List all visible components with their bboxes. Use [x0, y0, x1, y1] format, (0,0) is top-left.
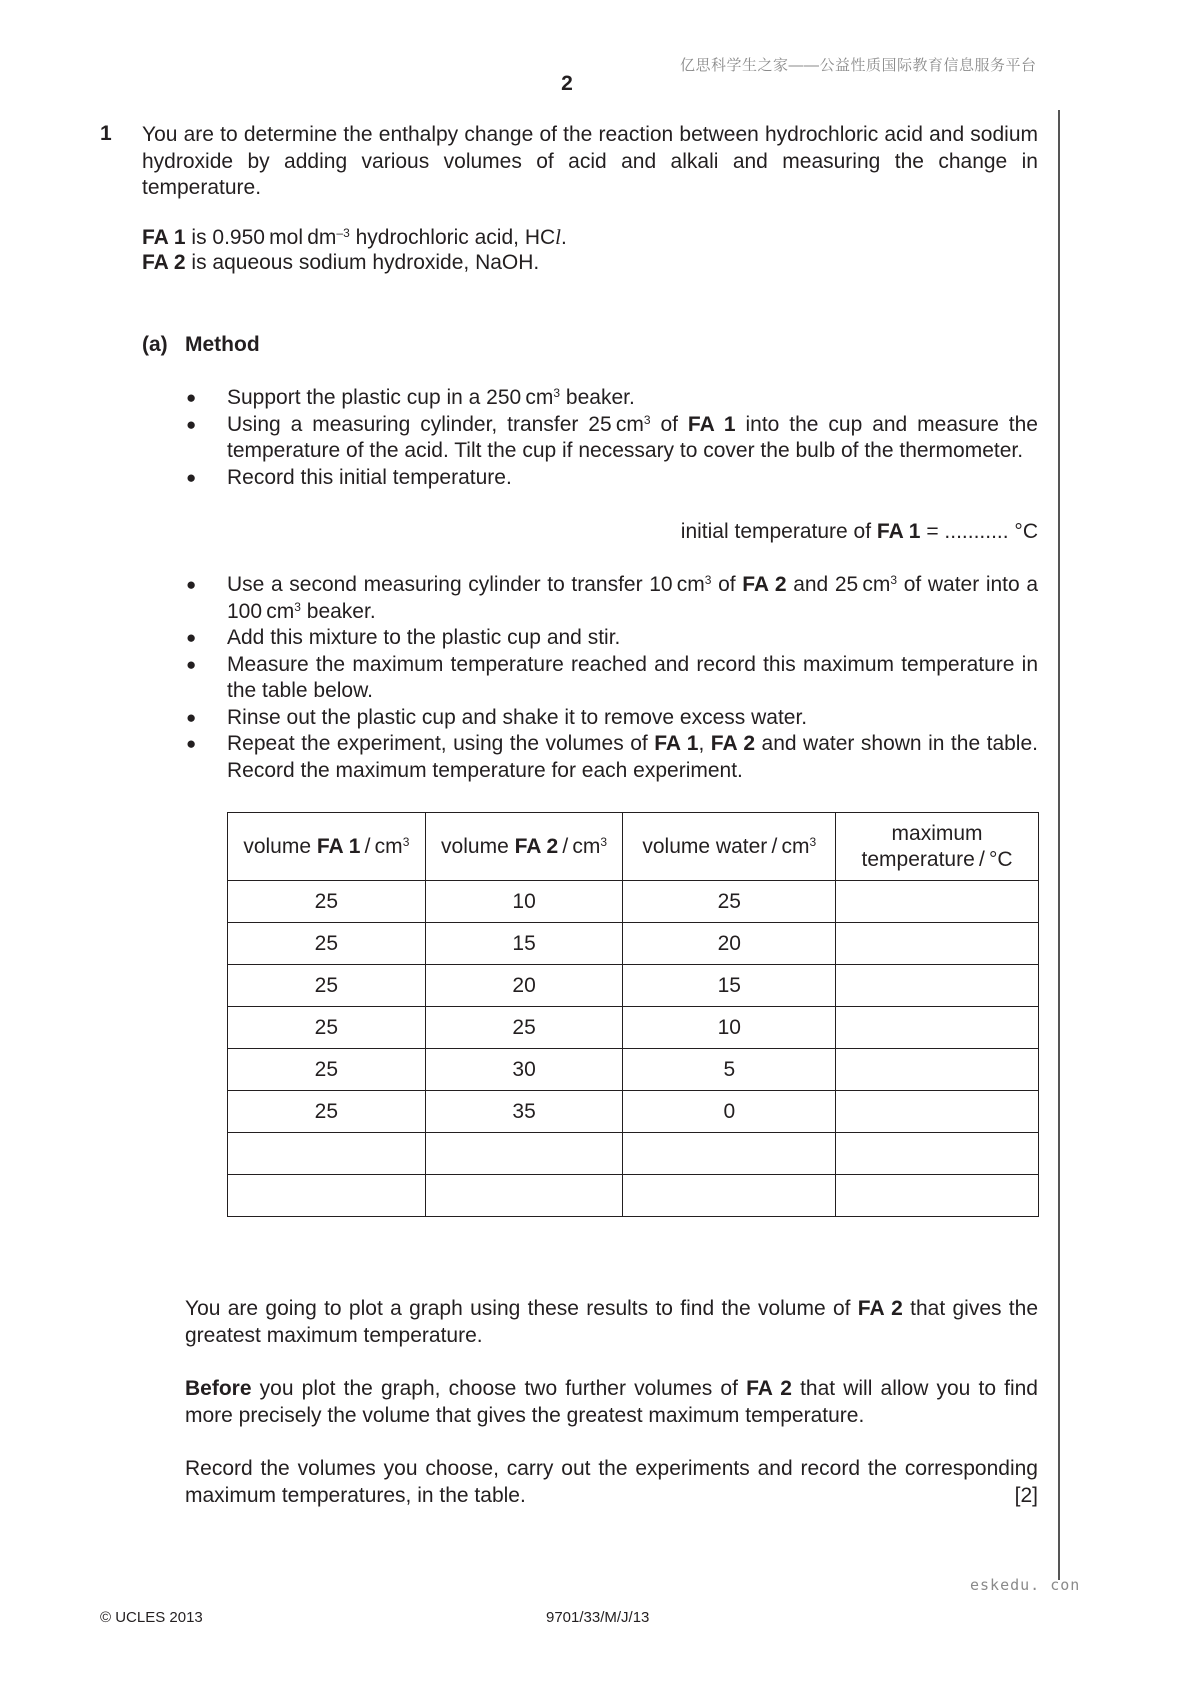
closing-paragraph-1: You are going to plot a graph using these results to find the volume of FA 2 that gives the greatest maximum temperature. [185, 1297, 1038, 1347]
cell-water[interactable] [623, 1133, 836, 1175]
closing-paragraph-3: Record the volumes you choose, carry out the experiments and record the corresponding maximum temperatures, in the table. [2] [185, 1456, 1038, 1509]
cell-fa2: 20 [425, 965, 623, 1007]
list-item: ● Add this mixture to the plastic cup and stir. [186, 626, 621, 649]
cell-max-temp[interactable] [836, 923, 1039, 965]
reagent-fa1: FA 1 is 0.950 mol $dm^{-3}$ hydrochloric acid, HCl. [142, 225, 567, 249]
table-row [228, 1091, 1039, 1133]
cell-fa1[interactable] [228, 1133, 426, 1175]
cell-fa1: 25 [228, 1091, 426, 1133]
part-title: Method [185, 333, 260, 356]
list-item: ● Support the plastic cup in a 250 $cm^3$ beaker. [186, 386, 635, 409]
cell-fa1: 25 [228, 1049, 426, 1091]
closing-paragraph-2: Before you plot the graph, choose two further volumes of FA 2 that will allow you to find more precisely the volume that gives the greatest maximum temperature. [185, 1377, 1038, 1427]
list-item: ● Measure the maximum temperature reached and record this maximum temperature in the table below. [186, 652, 1038, 702]
cell-fa2[interactable] [425, 1133, 623, 1175]
cell-fa2: 15 [425, 923, 623, 965]
cell-fa2: 30 [425, 1049, 623, 1091]
list-item: ● Record this initial temperature. [186, 465, 512, 489]
table-row [228, 923, 1039, 965]
list-item: ● Rinse out the plastic cup and shake it to remove excess water. [186, 705, 808, 729]
cell-max-temp[interactable] [836, 965, 1039, 1007]
header-max-temperature: maximum temperature / °C [836, 813, 1039, 881]
cell-max-temp[interactable] [836, 1133, 1039, 1175]
cell-max-temp[interactable] [836, 1007, 1039, 1049]
cell-water: 10 [623, 1007, 836, 1049]
table-header-row [228, 813, 1039, 881]
table-row [228, 1133, 1039, 1175]
reagent-fa2: FA 2 is aqueous sodium hydroxide, NaOH. [142, 251, 540, 274]
header-volume-fa2: volume FA $2 / cm^3$ [425, 813, 623, 881]
cell-max-temp[interactable] [836, 1049, 1039, 1091]
table-row [228, 965, 1039, 1007]
list-item: ● Repeat the experiment, using the volumes of FA 1, FA 2 and water shown in the table. Record the maximum temperature for each experiment. [186, 732, 1038, 782]
cell-fa1: 25 [228, 881, 426, 923]
question-intro: You are to determine the enthalpy change of the reaction between hydrochloric acid and sodium hydroxide by adding various volumes of acid and alkali and measuring the change in temperature. [142, 123, 1038, 199]
marks-label: [2] [1014, 1483, 1038, 1507]
cell-fa1: 25 [228, 965, 426, 1007]
cell-water: 15 [623, 965, 836, 1007]
table-row [228, 1007, 1039, 1049]
list-item: ● Using a measuring cylinder, transfer 25 $cm^3$ of FA 1 into the cup and measure the temperature of the acid. Tilt the cup if necessary to cover the bulb of the thermometer. [186, 412, 1038, 462]
table-row [228, 1049, 1039, 1091]
cell-max-temp[interactable] [836, 1175, 1039, 1217]
part-label: (a) [142, 333, 168, 356]
cell-water: 20 [623, 923, 836, 965]
cell-fa1[interactable] [228, 1175, 426, 1217]
list-item: ● Use a second measuring cylinder to transfer 10 $cm^3$ of FA 2 and 25 $cm^3$ of water into a 100 $cm^3$ beaker. [186, 573, 1038, 623]
cell-fa2: 25 [425, 1007, 623, 1049]
header-volume-water: volume water / $cm^3$ [623, 813, 836, 881]
initial-temperature-line: initial temperature of FA 1 = ........... °C [680, 520, 1038, 543]
cell-water[interactable] [623, 1175, 836, 1217]
cell-fa1: 25 [228, 923, 426, 965]
cell-fa2: 35 [425, 1091, 623, 1133]
cell-max-temp[interactable] [836, 1091, 1039, 1133]
cell-water: 25 [623, 881, 836, 923]
cell-fa2[interactable] [425, 1175, 623, 1217]
cell-fa1: 25 [228, 1007, 426, 1049]
table-row [228, 1175, 1039, 1217]
footer-paper-code: 9701/33/M/J/13 [546, 1609, 650, 1626]
method-list-1 [186, 385, 1038, 491]
results-table [227, 812, 1039, 1217]
cell-fa2: 10 [425, 881, 623, 923]
cell-max-temp[interactable] [836, 881, 1039, 923]
watermark-top: 亿思科学生之家——公益性质国际教育信息服务平台 [680, 57, 1037, 74]
method-list-2 [186, 572, 1038, 784]
header-volume-fa1: volume FA $1 / cm^3$ [228, 813, 426, 881]
cell-water: 5 [623, 1049, 836, 1091]
page-number: 2 [561, 72, 573, 95]
footer-copyright: © UCLES 2013 [100, 1609, 203, 1626]
watermark-bottom: eskedu. con [970, 1576, 1081, 1594]
cell-water: 0 [623, 1091, 836, 1133]
table-row [228, 881, 1039, 923]
margin-line [1058, 110, 1060, 1580]
question-number: 1 [100, 122, 112, 145]
